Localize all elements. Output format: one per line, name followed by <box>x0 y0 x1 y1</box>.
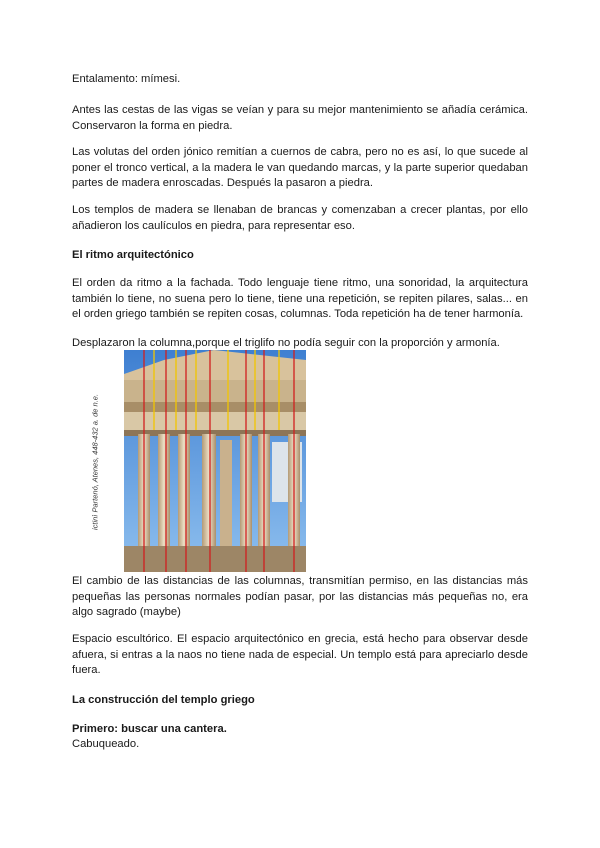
paragraph-cestas-vigas: Antes las cestas de las vigas se veían y para su mejor mantenimiento se añadía cerámica. Conservaron la forma en piedra. <box>72 104 528 132</box>
heading-ritmo: El ritmo arquitectónico <box>72 249 194 261</box>
parthenon-illustration <box>124 350 306 572</box>
figure-side-caption <box>84 382 106 542</box>
paragraph-entalamento: Entalamento: mímesi. <box>72 73 181 85</box>
paragraph-espacio-escultorico: Espacio escultórico. El espacio arquitectónico en grecia, está hecho para observar desde afuera, si entras a la naos no tiene nada de especial. Un templo está para apreciarlo desde fuera. <box>72 633 528 676</box>
figure-caption-text: ictinì Partenó, Atenes, 448-432 a. de n.e. <box>90 393 100 531</box>
parthenon-photo <box>124 350 306 572</box>
heading-construccion: La construcción del templo griego <box>72 694 255 706</box>
paragraph-orden-ritmo: El orden da ritmo a la fachada. Todo lenguaje tiene ritmo, una sonoridad, la arquitectura también lo tiene, no suena pero lo tiene, tiene una repetición, se repiten pilares, salas... en el orden griego también se repiten cosas, columnas. Toda repetición ha de tener harmonía. <box>72 277 528 320</box>
paragraph-cabuqueado: Cabuqueado. <box>72 738 140 750</box>
paragraph-volutas: Las volutas del orden jónico remitían a cuernos de cabra, pero no es así, lo que sucede al poner el tronco vertical, a la madera le van quedando marcas, y la parte superior quedaban partes de madera enroscadas. Después la pasaron a piedra. <box>72 146 528 189</box>
paragraph-desplazaron: Desplazaron la columna,porque el triglifo no podía seguir con la proporción y armonía. <box>72 337 500 349</box>
paragraph-templos-madera: Los templos de madera se llenaban de brancas y comenzaban a crecer plantas, por ello añadieron los caulículos en piedra, para representar eso. <box>72 204 528 232</box>
paragraph-cambio-distancias: El cambio de las distancias de las columnas, transmitían permiso, en las distancias más pequeñas las personas normales podían pasar, por las distancias más pequeñas no, era algo sagrado (maybe) <box>72 575 528 618</box>
subheading-cantera: Primero: buscar una cantera. <box>72 723 227 735</box>
